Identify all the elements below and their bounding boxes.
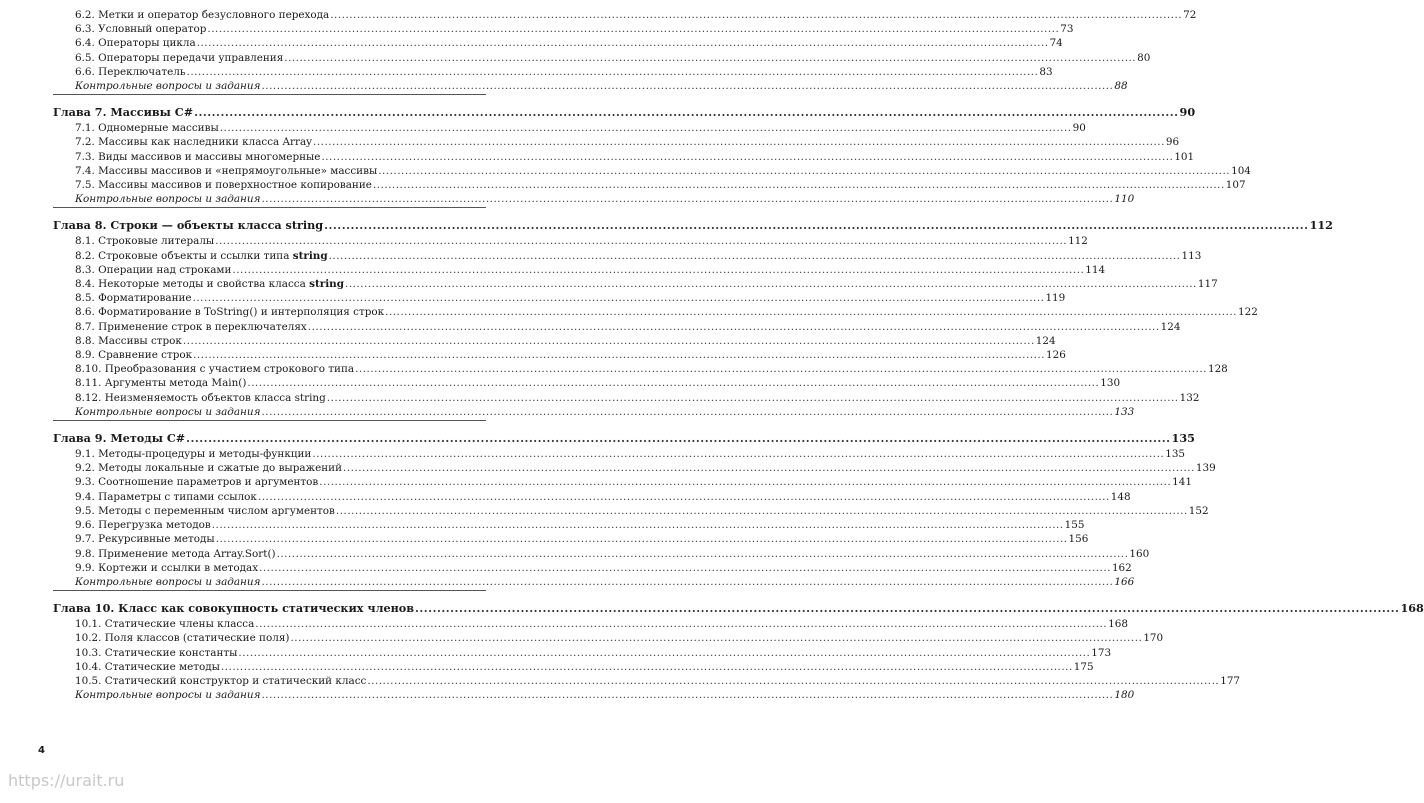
toc-page-number: 110 bbox=[1114, 193, 1135, 206]
toc-section-entry[interactable] bbox=[53, 631, 1164, 645]
toc-section-entry[interactable] bbox=[53, 348, 1066, 362]
toc-entry-title-text: Контрольные вопросы и задания bbox=[75, 80, 261, 93]
toc-page-number: 112 bbox=[1068, 235, 1088, 248]
toc-page-number: 107 bbox=[1225, 179, 1246, 192]
dot-leader bbox=[277, 547, 1129, 561]
dot-leader bbox=[258, 490, 1110, 504]
toc-entry-title-text: 10.1. Статические члены класса bbox=[75, 618, 255, 631]
toc-entry-title bbox=[75, 348, 192, 362]
dot-leader bbox=[329, 249, 1181, 263]
toc-entry-title-text: 7.2. Массивы как наследники класса Array bbox=[75, 136, 313, 149]
toc-entry-title bbox=[75, 164, 377, 178]
toc-page-number: 160 bbox=[1129, 547, 1150, 560]
dot-leader bbox=[259, 561, 1111, 575]
toc-entry-title-text: 8.5. Форматирование bbox=[75, 292, 192, 305]
toc-entry-title-text: 8.9. Сравнение строк bbox=[75, 349, 193, 362]
chapter-divider bbox=[53, 590, 486, 591]
toc-entry-title bbox=[75, 150, 320, 164]
toc-page-number: 114 bbox=[1085, 263, 1106, 276]
toc-section-entry[interactable] bbox=[53, 249, 1202, 263]
toc-entry-title-text: Глава 8. Строки — объекты класса string bbox=[53, 218, 324, 233]
toc-entry-title bbox=[75, 65, 186, 79]
dot-leader bbox=[216, 532, 1068, 546]
dot-leader bbox=[261, 575, 1113, 589]
dot-leader bbox=[193, 348, 1045, 362]
toc-entry-title bbox=[53, 600, 414, 616]
toc-entry-title-text: 10.3. Статические константы bbox=[75, 646, 238, 659]
table-of-contents bbox=[53, 8, 1424, 702]
dot-leader bbox=[319, 475, 1171, 489]
toc-section-entry[interactable] bbox=[53, 461, 1216, 475]
toc-entry-title-text: Глава 7. Массивы C# bbox=[53, 105, 194, 120]
dot-leader bbox=[385, 305, 1237, 319]
dot-leader bbox=[255, 617, 1107, 631]
toc-entry-title bbox=[75, 320, 307, 334]
toc-page-number: 135 bbox=[1171, 431, 1195, 446]
toc-page-number: 141 bbox=[1172, 476, 1192, 489]
toc-page-number: 74 bbox=[1049, 37, 1063, 50]
toc-entry-title-text: 7.5. Массивы массивов и поверхностное копирование bbox=[75, 179, 372, 192]
dot-leader bbox=[261, 688, 1113, 702]
toc-entry-title-text: 6.5. Операторы передачи управления bbox=[75, 51, 284, 64]
toc-entry-title-text: 9.3. Соотношение параметров и аргументов bbox=[75, 476, 319, 489]
dot-leader bbox=[261, 405, 1113, 419]
toc-section-entry[interactable] bbox=[53, 51, 1151, 65]
toc-entry-title bbox=[75, 660, 220, 674]
dot-leader bbox=[261, 192, 1113, 206]
toc-entry-title-text: 8.3. Операции над строками bbox=[75, 263, 232, 276]
toc-entry-title bbox=[75, 447, 311, 461]
toc-entry-title-text: 6.6. Переключатель bbox=[75, 65, 186, 78]
toc-chapter-entry[interactable] bbox=[53, 600, 1424, 616]
toc-entry-title bbox=[75, 8, 329, 22]
toc-entry-title-text: 8.12. Неизменяемость объектов класса string bbox=[75, 391, 326, 404]
dot-leader bbox=[197, 36, 1049, 50]
toc-page-number: 73 bbox=[1060, 23, 1074, 36]
toc-entry-title bbox=[53, 430, 185, 446]
toc-entry-title bbox=[75, 178, 372, 192]
dot-leader bbox=[312, 447, 1164, 461]
dot-leader bbox=[261, 79, 1113, 93]
toc-section-entry[interactable] bbox=[53, 376, 1121, 390]
toc-section-entry[interactable] bbox=[53, 490, 1131, 504]
dot-leader bbox=[313, 135, 1165, 149]
toc-entry-title-text: 9.9. Кортежи и ссылки в методах bbox=[75, 561, 259, 574]
toc-entry-title-text: Контрольные вопросы и задания bbox=[75, 193, 261, 206]
toc-entry-title-text: 10.4. Статические методы bbox=[75, 660, 220, 673]
toc-entry-code-term: string bbox=[292, 249, 328, 262]
toc-entry-title bbox=[53, 104, 193, 120]
toc-page-number: 139 bbox=[1195, 462, 1216, 475]
toc-entry-title-text: 6.3. Условный оператор bbox=[75, 23, 207, 36]
toc-section-entry[interactable] bbox=[53, 646, 1112, 660]
toc-page-number: 175 bbox=[1073, 660, 1094, 673]
toc-entry-title bbox=[75, 291, 192, 305]
toc-entry-title bbox=[75, 617, 254, 631]
toc-section-entry[interactable] bbox=[53, 263, 1106, 277]
toc-page-number: 132 bbox=[1179, 391, 1200, 404]
toc-section-entry[interactable] bbox=[53, 547, 1150, 561]
toc-entry-title bbox=[75, 121, 219, 135]
dot-leader bbox=[183, 334, 1035, 348]
toc-entry-title-text: Глава 10. Класс как совокупность статических членов bbox=[53, 601, 414, 616]
toc-section-entry[interactable] bbox=[53, 674, 1241, 688]
watermark-url: https://urait.ru bbox=[8, 771, 125, 790]
toc-page-number: 117 bbox=[1197, 278, 1218, 291]
toc-entry-title-text: 8.11. Аргументы метода Main() bbox=[75, 377, 247, 390]
dot-leader bbox=[212, 518, 1064, 532]
toc-section-entry[interactable] bbox=[53, 8, 1197, 22]
toc-page-number: 96 bbox=[1165, 136, 1180, 149]
dot-leader bbox=[238, 646, 1090, 660]
chapter-divider bbox=[53, 94, 486, 95]
toc-entry-title-text: 10.2. Поля классов (статические поля) bbox=[75, 632, 290, 645]
toc-entry-title bbox=[75, 277, 344, 291]
toc-page-number: 133 bbox=[1114, 405, 1135, 418]
toc-section-entry[interactable] bbox=[53, 135, 1180, 149]
toc-page-number: 101 bbox=[1174, 150, 1195, 163]
toc-page-number: 124 bbox=[1035, 334, 1056, 347]
toc-entry-title-text: Глава 9. Методы C# bbox=[53, 431, 186, 446]
toc-section-entry[interactable] bbox=[53, 391, 1200, 405]
toc-entry-title bbox=[75, 475, 318, 489]
toc-entry-code-term: string bbox=[309, 278, 345, 291]
dot-leader bbox=[193, 291, 1045, 305]
toc-page-number: 148 bbox=[1110, 490, 1131, 503]
dot-leader bbox=[290, 631, 1142, 645]
toc-entry-title-text: 9.7. Рекурсивные методы bbox=[75, 533, 215, 546]
dot-leader bbox=[336, 504, 1188, 518]
toc-page-number: 166 bbox=[1114, 575, 1135, 588]
toc-entry-title-text: 8.6. Форматирование в ToString() и интерполяция строк bbox=[75, 306, 385, 319]
toc-entry-title bbox=[75, 674, 366, 688]
toc-entry-title bbox=[75, 22, 206, 36]
toc-entry-title bbox=[75, 249, 328, 263]
toc-entry-title-text: 10.5. Статический конструктор и статический класс bbox=[75, 674, 367, 687]
dot-leader bbox=[327, 391, 1179, 405]
toc-section-entry[interactable] bbox=[53, 164, 1251, 178]
toc-entry-title bbox=[75, 631, 289, 645]
toc-section-entry[interactable] bbox=[53, 178, 1246, 192]
toc-section-entry[interactable] bbox=[53, 504, 1209, 518]
toc-section-entry[interactable] bbox=[53, 561, 1132, 575]
toc-section-entry[interactable] bbox=[53, 320, 1181, 334]
toc-chapter-entry[interactable] bbox=[53, 104, 1196, 120]
toc-page-number: 168 bbox=[1108, 618, 1128, 631]
toc-entry-title-text: 7.4. Массивы массивов и «непрямоугольные» массивы bbox=[75, 164, 378, 177]
toc-entry-title bbox=[53, 217, 323, 233]
toc-entry-title-text: 9.1. Методы-процедуры и методы-функции bbox=[75, 448, 312, 461]
toc-section-entry[interactable] bbox=[53, 150, 1195, 164]
toc-entry-title bbox=[75, 305, 384, 319]
toc-questions-entry[interactable] bbox=[53, 575, 1135, 589]
toc-entry-title-text: 8.4. Некоторые методы и свойства класса bbox=[75, 278, 306, 291]
toc-page-number: 119 bbox=[1045, 292, 1066, 305]
dot-leader bbox=[330, 8, 1182, 22]
toc-entry-title-text: 9.2. Методы локальные и сжатые до выражений bbox=[75, 462, 343, 475]
dot-leader bbox=[378, 164, 1230, 178]
toc-entry-title bbox=[75, 575, 260, 589]
toc-page-number: 124 bbox=[1160, 320, 1181, 333]
toc-entry-title bbox=[75, 376, 246, 390]
toc-entry-title bbox=[75, 391, 326, 405]
toc-page-number: 168 bbox=[1400, 601, 1424, 616]
toc-questions-entry[interactable] bbox=[53, 405, 1135, 419]
toc-entry-title-text: 9.5. Методы с переменным числом аргументов bbox=[75, 504, 335, 517]
toc-questions-entry[interactable] bbox=[53, 688, 1135, 702]
dot-leader bbox=[187, 65, 1039, 79]
toc-entry-title bbox=[75, 688, 260, 702]
toc-page-number: 170 bbox=[1143, 632, 1164, 645]
toc-page-number: 72 bbox=[1183, 9, 1197, 21]
dot-leader bbox=[308, 320, 1160, 334]
toc-entry-title-text: 6.2. Метки и оператор безусловного перехода bbox=[75, 9, 330, 21]
chapter-divider bbox=[53, 207, 486, 208]
toc-entry-title bbox=[75, 51, 283, 65]
toc-page-number: 128 bbox=[1207, 363, 1228, 376]
toc-entry-title bbox=[75, 334, 182, 348]
toc-entry-title-text: 8.2. Строковые объекты и ссылки типа bbox=[75, 249, 290, 262]
toc-entry-title bbox=[75, 405, 260, 419]
toc-page-number: 180 bbox=[1114, 689, 1135, 702]
toc-entry-title-text: 9.6. Перегрузка методов bbox=[75, 519, 211, 532]
toc-section-entry[interactable] bbox=[53, 532, 1089, 546]
toc-section-entry[interactable] bbox=[53, 334, 1056, 348]
toc-entry-title-text: 8.1. Строковые литералы bbox=[75, 235, 215, 248]
toc-entry-title bbox=[75, 547, 276, 561]
toc-section-entry[interactable] bbox=[53, 36, 1063, 50]
toc-section-entry[interactable] bbox=[53, 660, 1094, 674]
toc-page-number: 83 bbox=[1039, 65, 1053, 78]
dot-leader bbox=[324, 217, 1308, 233]
toc-entry-title-text: Контрольные вопросы и задания bbox=[75, 575, 261, 588]
toc-page-number: 122 bbox=[1238, 306, 1258, 319]
toc-section-entry[interactable] bbox=[53, 518, 1085, 532]
toc-section-entry[interactable] bbox=[53, 65, 1053, 79]
toc-section-entry[interactable] bbox=[53, 475, 1192, 489]
toc-page-number: 88 bbox=[1114, 80, 1128, 93]
toc-page-number: 135 bbox=[1165, 448, 1186, 461]
toc-entry-title bbox=[75, 135, 312, 149]
dot-leader bbox=[247, 376, 1099, 390]
toc-section-entry[interactable] bbox=[53, 362, 1228, 376]
toc-section-entry[interactable] bbox=[53, 617, 1128, 631]
dot-leader bbox=[207, 22, 1059, 36]
toc-page-number: 156 bbox=[1068, 533, 1089, 546]
toc-questions-entry[interactable] bbox=[53, 192, 1135, 206]
toc-page-number: 113 bbox=[1181, 249, 1202, 262]
dot-leader bbox=[321, 150, 1173, 164]
toc-entry-title-text: 8.8. Массивы строк bbox=[75, 334, 182, 347]
toc-chapter-entry[interactable] bbox=[53, 430, 1195, 446]
toc-page-number: 130 bbox=[1100, 377, 1121, 390]
toc-questions-entry[interactable] bbox=[53, 79, 1128, 93]
toc-page-number: 90 bbox=[1072, 122, 1086, 135]
toc-entry-title bbox=[75, 461, 342, 475]
toc-entry-title bbox=[75, 79, 260, 93]
toc-entry-title-text: 8.7. Применение строк в переключателях bbox=[75, 320, 307, 333]
toc-page-number: 173 bbox=[1091, 646, 1112, 659]
dot-leader bbox=[221, 660, 1073, 674]
toc-page-number: 112 bbox=[1309, 218, 1333, 233]
toc-page-number: 90 bbox=[1179, 105, 1196, 120]
dot-leader bbox=[367, 674, 1219, 688]
dot-leader bbox=[284, 51, 1136, 65]
dot-leader bbox=[232, 263, 1084, 277]
dot-leader bbox=[186, 430, 1170, 446]
page-number: 4 bbox=[38, 745, 45, 756]
toc-entry-title-text: Контрольные вопросы и задания bbox=[75, 405, 261, 418]
toc-entry-title-text: Контрольные вопросы и задания bbox=[75, 689, 261, 702]
toc-section-entry[interactable] bbox=[53, 22, 1074, 36]
toc-chapter-entry[interactable] bbox=[53, 217, 1333, 233]
toc-entry-title bbox=[75, 36, 196, 50]
toc-section-entry[interactable] bbox=[53, 121, 1086, 135]
toc-entry-title bbox=[75, 646, 237, 660]
toc-entry-title bbox=[75, 362, 354, 376]
dot-leader bbox=[215, 234, 1067, 248]
toc-entry-title bbox=[75, 192, 260, 206]
toc-section-entry[interactable] bbox=[53, 234, 1088, 248]
dot-leader bbox=[345, 277, 1197, 291]
chapter-divider bbox=[53, 420, 486, 421]
toc-entry-title bbox=[75, 490, 257, 504]
toc-entry-title-text: 6.4. Операторы цикла bbox=[75, 37, 196, 50]
toc-page-number: 104 bbox=[1231, 164, 1251, 177]
toc-section-entry[interactable] bbox=[53, 305, 1258, 319]
toc-page-number: 177 bbox=[1220, 674, 1241, 687]
toc-section-entry[interactable] bbox=[53, 447, 1186, 461]
toc-entry-title bbox=[75, 504, 335, 518]
toc-entry-title bbox=[75, 561, 258, 575]
toc-page-number: 126 bbox=[1045, 349, 1066, 362]
toc-entry-title-text: 9.8. Применение метода Array.Sort() bbox=[75, 547, 276, 560]
toc-entry-title bbox=[75, 234, 214, 248]
dot-leader bbox=[415, 600, 1399, 616]
toc-page-number: 152 bbox=[1188, 504, 1209, 517]
dot-leader bbox=[220, 121, 1072, 135]
dot-leader bbox=[355, 362, 1207, 376]
toc-page-number: 80 bbox=[1137, 51, 1151, 64]
toc-page-number: 162 bbox=[1111, 561, 1132, 574]
dot-leader bbox=[194, 104, 1178, 120]
dot-leader bbox=[373, 178, 1225, 192]
toc-entry-title bbox=[75, 263, 231, 277]
toc-entry-title-text: 7.1. Одномерные массивы bbox=[75, 122, 219, 135]
toc-page-number: 155 bbox=[1064, 519, 1085, 532]
toc-entry-title-text: 8.10. Преобразования с участием строкового типа bbox=[75, 363, 355, 376]
toc-entry-title-text: 9.4. Параметры с типами ссылок bbox=[75, 490, 257, 503]
dot-leader bbox=[343, 461, 1195, 475]
toc-entry-title bbox=[75, 518, 211, 532]
toc-section-entry[interactable] bbox=[53, 291, 1066, 305]
toc-section-entry[interactable] bbox=[53, 277, 1218, 291]
toc-entry-title bbox=[75, 532, 215, 546]
toc-entry-title-text: 7.3. Виды массивов и массивы многомерные bbox=[75, 150, 321, 163]
